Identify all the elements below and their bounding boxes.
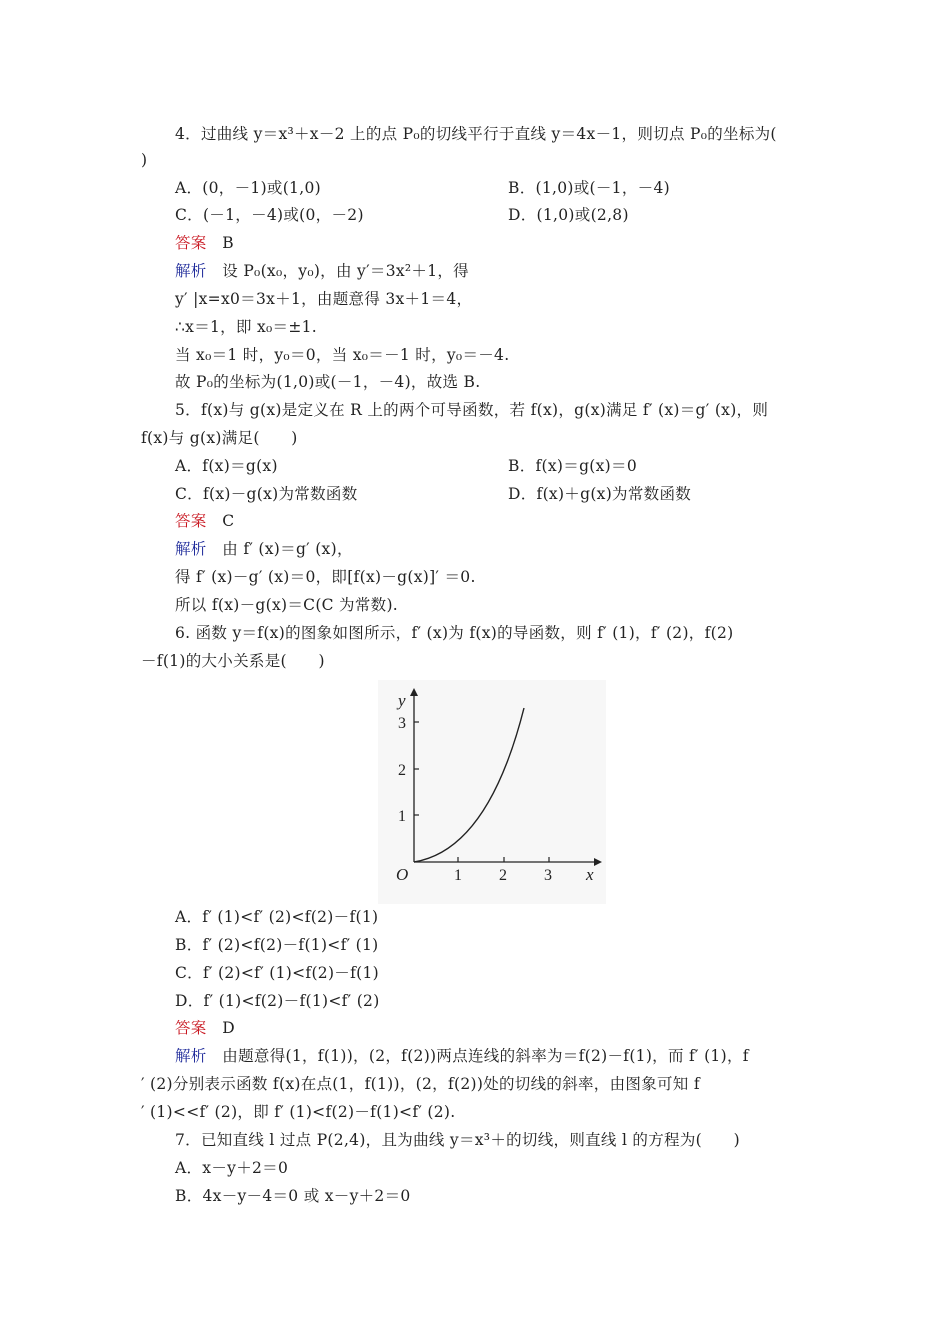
- q6-answer-value: D: [222, 1019, 236, 1037]
- q4-option-a: A．(0，－1)或(1,0): [175, 179, 321, 197]
- q5-answer-row: [175, 511, 234, 531]
- q4-option-d: D．(1,0)或(2,8): [508, 206, 629, 224]
- q4-analysis-text2: y′ |x=x0＝3x＋1，由题意得 3x＋1＝4，: [175, 290, 473, 308]
- q5-analysis-text1: 由 f′ (x)＝g′ (x)，: [222, 540, 353, 558]
- y-tick-label-1: 1: [398, 808, 406, 825]
- q4-stem-line1: 4．过曲线 y＝x³＋x－2 上的点 P₀的切线平行于直线 y＝4x－1，则切点 P₀的坐标为(: [175, 125, 777, 143]
- q5-option-b: B．f(x)＝g(x)＝0: [508, 457, 637, 475]
- x-tick-label-1: 1: [454, 867, 462, 884]
- q4-analysis-row1: [175, 261, 469, 281]
- x-axis-label: x: [586, 865, 594, 884]
- q4-answer-value: B: [222, 234, 234, 252]
- q5-analysis-text3: 所以 f(x)－g(x)＝C(C 为常数).: [175, 596, 399, 614]
- q6-answer-row: [175, 1018, 235, 1038]
- q6-option-c: C．f′ (2)<f′ (1)<f(2)－f(1): [175, 964, 379, 982]
- q6-option-a: A．f′ (1)<f′ (2)<f(2)－f(1): [175, 908, 379, 926]
- q4-analysis-text3: ∴x＝1，即 x₀＝±1.: [175, 318, 318, 336]
- q6-stem-line2: －f(1)的大小关系是( ): [141, 652, 325, 670]
- q6-answer-label: 答案: [175, 1019, 207, 1037]
- x-tick-label-3: 3: [544, 867, 552, 884]
- function-graph-figure: [378, 680, 606, 904]
- q5-option-d: D．f(x)＋g(x)为常数函数: [508, 485, 692, 503]
- q5-option-c: C．f(x)－g(x)为常数函数: [175, 485, 358, 503]
- figure-background: [378, 680, 606, 904]
- q6-option-b: B．f′ (2)<f(2)－f(1)<f′ (1): [175, 936, 379, 954]
- q4-answer-row: [175, 233, 234, 253]
- q6-analysis-text3: ′ (1)<<f′ (2)，即 f′ (1)<f(2)－f(1)<f′ (2).: [141, 1103, 456, 1121]
- q6-analysis-text1: 由题意得(1，f(1))，(2，f(2))两点连线的斜率为＝f(2)－f(1)，而 f′ (1)，f: [222, 1047, 749, 1065]
- q4-analysis-text4: 当 x₀＝1 时，y₀＝0，当 x₀＝－1 时，y₀＝－4.: [175, 346, 510, 364]
- origin-label: O: [396, 865, 409, 884]
- q5-option-a: A．f(x)＝g(x): [175, 457, 278, 475]
- q6-stem-line1: 6. 函数 y＝f(x)的图象如图所示，f′ (x)为 f(x)的导函数，则 f′ (1)，f′ (2)，f(2): [175, 624, 734, 642]
- q7-stem-line1: 7．已知直线 l 过点 P(2,4)，且为曲线 y＝x³＋的切线，则直线 l 的方程为( ): [175, 1131, 740, 1149]
- q7-option-a: A．x－y＋2＝0: [175, 1159, 289, 1177]
- q5-stem-line2: f(x)与 g(x)满足( ): [141, 429, 298, 447]
- q5-answer-label: 答案: [175, 512, 207, 530]
- q5-analysis-label: 解析: [175, 540, 207, 558]
- q4-analysis-text5: 故 P₀的坐标为(1,0)或(－1，－4)，故选 B.: [175, 373, 481, 391]
- q4-analysis-text1: 设 P₀(x₀，y₀)，由 y′＝3x²＋1，得: [222, 262, 469, 280]
- q7-option-b: B．4x－y－4＝0 或 x－y＋2＝0: [175, 1187, 411, 1205]
- q6-analysis-label: 解析: [175, 1047, 207, 1065]
- x-tick-label-2: 2: [499, 867, 507, 884]
- q6-analysis-text2: ′ (2)分别表示函数 f(x)在点(1，f(1))，(2，f(2))处的切线的斜率，由图象可知 f: [141, 1075, 700, 1093]
- q5-answer-value: C: [222, 512, 235, 530]
- y-tick-label-3: 3: [398, 715, 406, 732]
- q4-option-c: C．(－1，－4)或(0，－2): [175, 206, 364, 224]
- q6-analysis-row1: [175, 1046, 749, 1066]
- q5-analysis-text2: 得 f′ (x)－g′ (x)＝0，即[f(x)－g(x)]′ ＝0.: [175, 568, 476, 586]
- q6-option-d: D．f′ (1)<f(2)－f(1)<f′ (2): [175, 992, 380, 1010]
- q4-answer-label: 答案: [175, 234, 207, 252]
- q5-stem-line1: 5．f(x)与 g(x)是定义在 R 上的两个可导函数，若 f(x)，g(x)满足 f′ (x)＝g′ (x)，则: [175, 401, 769, 419]
- q4-option-b: B．(1,0)或(－1，－4): [508, 179, 670, 197]
- q5-analysis-row1: [175, 539, 353, 559]
- q4-analysis-label: 解析: [175, 262, 207, 280]
- y-tick-label-2: 2: [398, 762, 406, 779]
- q4-stem-line2: ): [141, 151, 148, 169]
- y-axis-label: y: [398, 691, 406, 710]
